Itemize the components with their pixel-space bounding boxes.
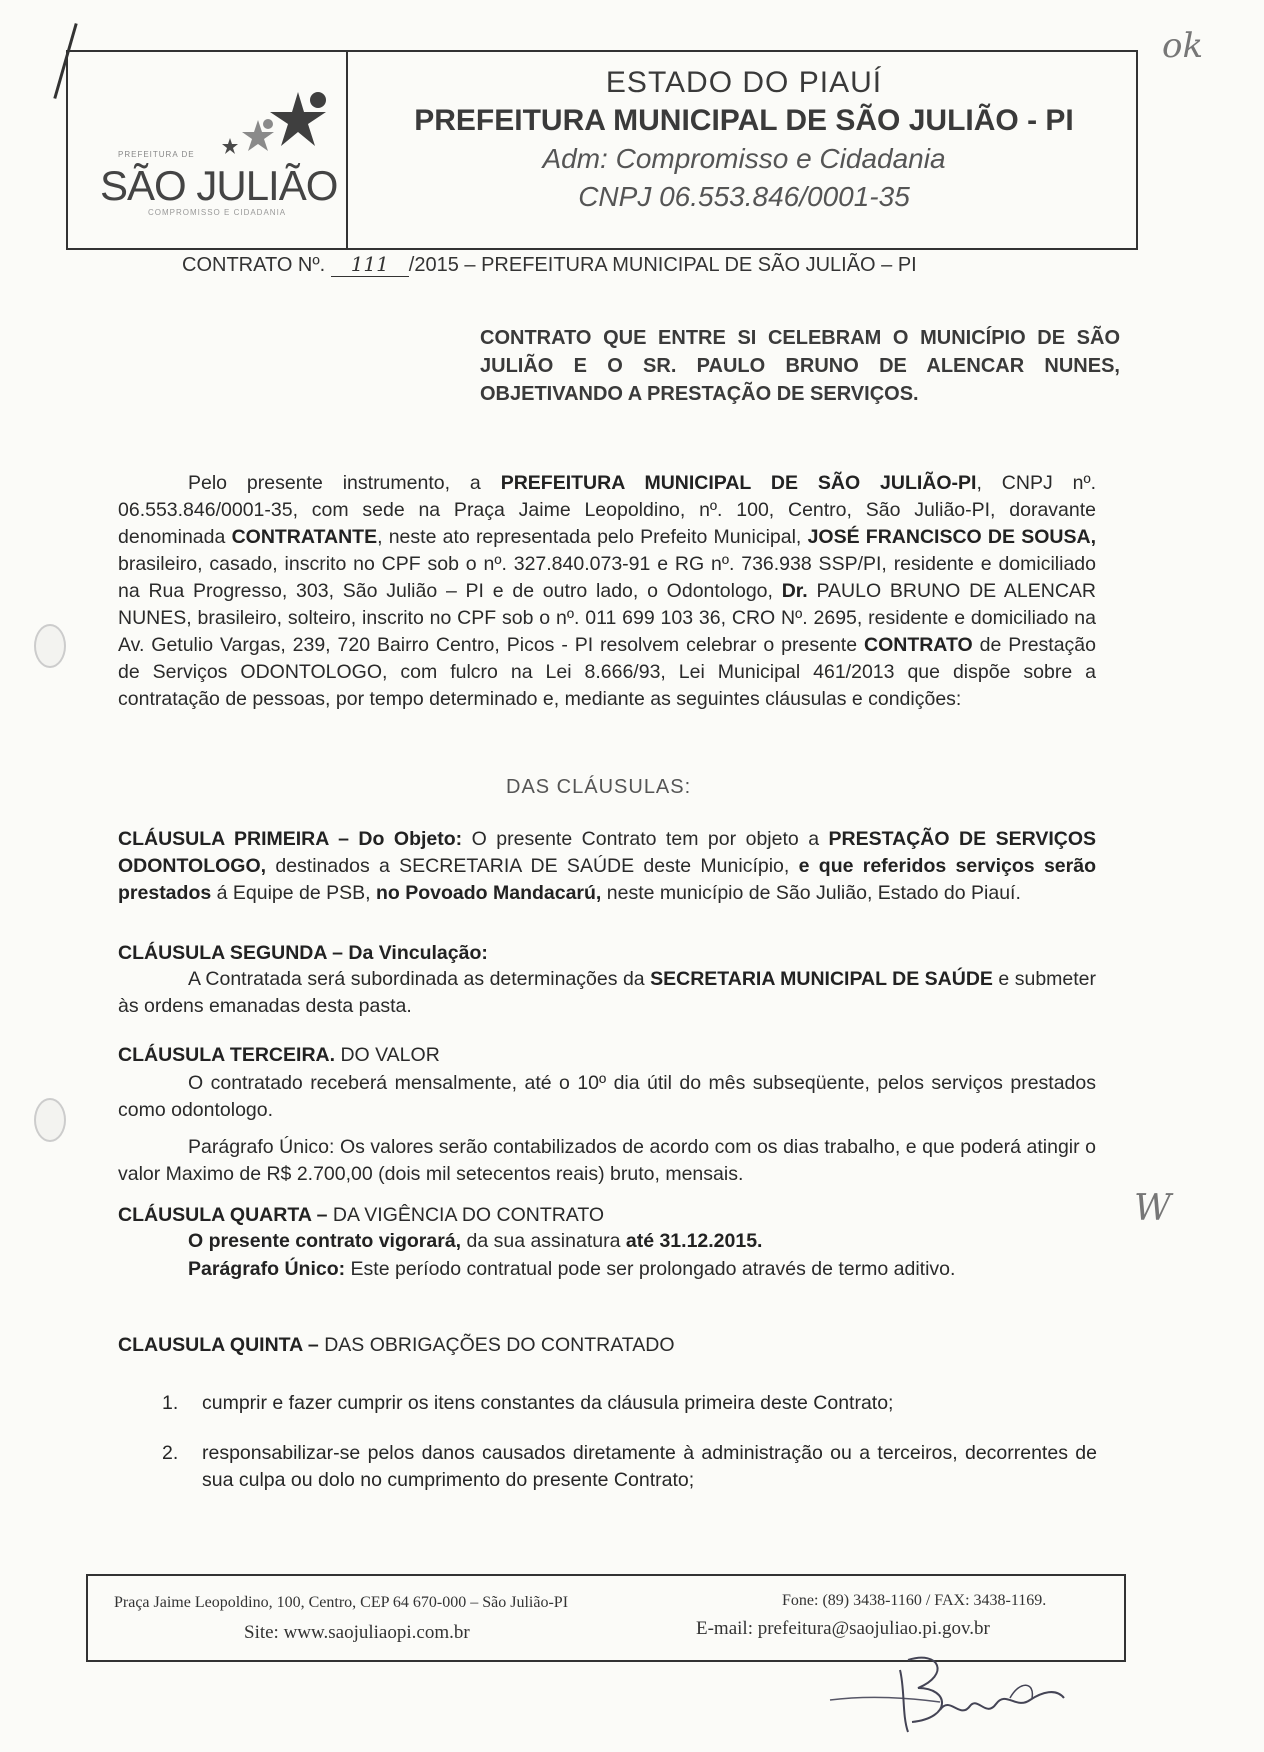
state-name: ESTADO DO PIAUÍ [605, 66, 883, 99]
signature-icon [820, 1640, 1080, 1740]
contract-number-line [182, 252, 917, 277]
cnpj: CNPJ 06.553.846/0001-35 [578, 181, 910, 212]
letterhead-text [350, 64, 1138, 216]
footer-site: Site: www.saojuliaopi.com.br [244, 1622, 470, 1643]
prefecture-name: PREFEITURA MUNICIPAL DE SÃO JULIÃO - PI [414, 104, 1074, 137]
clause-first: CLÁUSULA PRIMEIRA – Do Objeto: O presente Contrato tem por objeto a PRESTAÇÃO DE SERVIÇOS ODONTOLOGO, destinados a SECRETARIA DE SAÚDE deste Município, e que referidos serviços serão prestados á Equipe de PSB, no Povoado Mandacarú, neste município de São Julião, Estado do Piauí. [118, 828, 1097, 904]
clause-second: A Contratada será subordinada as determinações da SECRETARIA MUNICIPAL DE SAÚDE e submeter às ordens emanadas desta pasta. [118, 968, 1097, 1017]
handwritten-w-mark: W [1134, 1188, 1172, 1229]
handwritten-ok-mark: ok [1162, 26, 1204, 66]
logo [68, 52, 348, 248]
clause-fourth-body: O presente contrato vigorará, da sua assinatura até 31.12.2015. [188, 1230, 763, 1252]
intro-paragraph: Pelo presente instrumento, a PREFEITURA MUNICIPAL DE SÃO JULIÃO-PI, CNPJ nº. 06.553.846/0001-35, com sede na Praça Jaime Leopoldino, nº. 100, Centro, São Julião-PI, doravante denominada CONTRATANTE, neste ato representada pelo Prefeito Municipal, JOSÉ FRANCISCO DE SOUSA, brasileiro, casado, inscrito no CPF sob o nº. 327.840.073-91 e RG nº. 736.938 SSP/PI, residente e domiciliado na Rua Progresso, 303, São Julião – PI e de outro lado, o Odontologo, Dr. PAULO BRUNO DE ALENCAR NUNES, brasileiro, solteiro, inscrito no CPF sob o nº. 011 699 103 36, CRO Nº. 2695, residente e domiciliado na Av. Getulio Vargas, 239, 720 Bairro Centro, Picos - PI resolvem celebrar o presente CONTRATO de Prestação de Serviços ODONTOLOGO, com fulcro na Lei 8.666/93, Lei Municipal 461/2013 que dispõe sobre a contratação de pessoas, por tempo determinado e, mediante as seguintes cláusulas e condições: [118, 472, 1096, 710]
clause-third-title: CLÁUSULA TERCEIRA. DO VALOR [118, 1044, 440, 1066]
footer-address: Praça Jaime Leopoldino, 100, Centro, CEP 64 670-000 – São Julião-PI [114, 1594, 569, 1611]
clause-fourth-title: CLÁUSULA QUARTA – DA VIGÊNCIA DO CONTRATO [118, 1204, 605, 1226]
clause-second-title: CLÁUSULA SEGUNDA – Da Vinculação: [118, 942, 488, 964]
slogan: Adm: Compromisso e Cidadania [542, 143, 946, 174]
contract-summary: CONTRATO QUE ENTRE SI CELEBRAM O MUNICÍPIO DE SÃO JULIÃO E O SR. PAULO BRUNO DE ALENCAR NUNES, OBJETIVANDO A PRESTAÇÃO DE SERVIÇOS. [480, 327, 1120, 405]
footer-phone: Fone: (89) 3438-1160 / FAX: 3438-1169. [782, 1592, 1047, 1609]
clause-first-title: CLÁUSULA PRIMEIRA – Do Objeto: [118, 828, 463, 850]
contract-prefix: CONTRATO Nº. [182, 254, 326, 276]
clause-fourth-paragraph: Parágrafo Único: Este período contratual pode ser prolongado através de termo aditivo. [188, 1258, 956, 1280]
contract-number: 111 [331, 252, 409, 277]
clause-third-body: O contratado receberá mensalmente, até o 10º dia útil do mês subseqüente, pelos serviços prestados como odontologo. [118, 1072, 1096, 1121]
stars-logo-icon [188, 82, 338, 162]
clause-third-paragraph: Parágrafo Único: Os valores serão contabilizados de acordo com os dias trabalho, e que poderá atingir o valor Maximo de R$ 2.700,00 (dois mil setecentos reais) bruto, mensais. [118, 1136, 1096, 1185]
contract-suffix: /2015 – PREFEITURA MUNICIPAL DE SÃO JULIÃO – PI [408, 254, 917, 276]
clauses-heading: DAS CLÁUSULAS: [506, 776, 692, 798]
logo-caption-top: PREFEITURA DE [118, 150, 195, 159]
logo-caption-bottom: COMPROMISSO E CIDADANIA [148, 208, 287, 217]
footer-email: E-mail: prefeitura@saojuliao.pi.gov.br [696, 1618, 990, 1639]
logo-name: SÃO JULIÃO [100, 162, 338, 209]
punch-hole [34, 1098, 66, 1142]
clause-fifth-title: CLAUSULA QUINTA – DAS OBRIGAÇÕES DO CONTRATADO [118, 1334, 675, 1356]
punch-hole [34, 624, 66, 668]
letterhead [66, 50, 1138, 250]
